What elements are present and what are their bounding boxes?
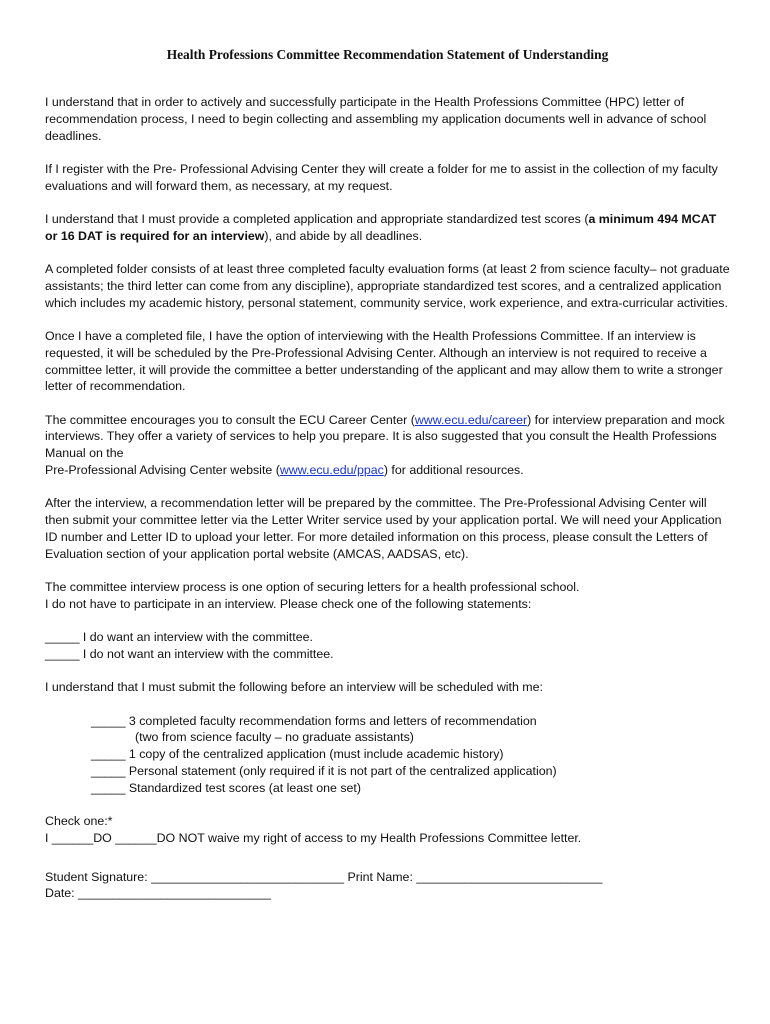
interview-process-line-2: I do not have to participate in an interview. Please check one of the following statements: (45, 596, 532, 611)
paragraph-test-scores (45, 211, 730, 245)
document-title: Health Professions Committee Recommendation Statement of Understanding (166, 47, 609, 62)
paragraph-interview-process (45, 579, 730, 613)
paragraph-completed-folder: A completed folder consists of at least three completed faculty evaluation forms (at least 2 from science faculty– not graduate assistants; the third letter can come from any discipline), appropriate standardized test scores, and a centralized application which includes my academic history, personal statement, community service, work experience, and extra-curricular activities. (45, 262, 730, 310)
requirement-centralized-application[interactable]: _____ 1 copy of the centralized application (must include academic history) (91, 747, 504, 762)
requirements-list (91, 713, 730, 797)
test-scores-text-pre: I understand that I must provide a completed application and appropriate standardized test scores ( (45, 211, 589, 226)
paragraph-resources (45, 412, 730, 479)
test-scores-text-post: ), and abide by all deadlines. (264, 228, 423, 243)
paragraph-after-interview: After the interview, a recommendation letter will be prepared by the committee. The Pre-Professional Advising Center will then submit your committee letter via the Letter Writer service used by your application portal. We will need your Application ID number and Letter ID to upload your letter. For more detailed information on this process, please consult the Letters of Evaluation section of your application portal website (AMCAS, AADSAS, etc). (45, 496, 722, 561)
waiver-section (45, 813, 730, 847)
resources-text-b: ) for interview preparation and mock interviews. They offer a variety of services to help you prepare. It is also suggested that you consult the Health Professions Manual on the (45, 412, 725, 461)
paragraph-interview-option: Once I have a completed file, I have the option of interviewing with the Health Professions Committee. If an interview is requested, it will be scheduled by the Pre-Professional Advising Center. Although an interview is not required to receive a committee letter, it will provide the committee a better understanding of the applicant and may allow them to write a stronger letter of recommendation. (45, 328, 723, 394)
requirement-faculty-forms[interactable]: _____ 3 completed faculty recommendation forms and letters of recommendation (91, 713, 537, 728)
signature-section (45, 869, 730, 903)
paragraph-folder: If I register with the Pre- Professional Advising Center they will create a folder for me to assist in the collection of my faculty evaluations and will forward them, as necessary, at my request. (45, 161, 718, 193)
requirement-test-scores[interactable]: _____ Standardized test scores (at least one set) (91, 780, 361, 795)
requirement-personal-statement[interactable]: _____ Personal statement (only required if it is not part of the centralized application) (91, 763, 557, 778)
resources-text-a: The committee encourages you to consult the ECU Career Center ( (45, 412, 415, 427)
test-scores-requirement: a minimum 494 MCAT or 16 DAT is required for an interview (45, 211, 717, 243)
interview-process-line-1: The committee interview process is one option of securing letters for a health professional school. (45, 580, 580, 595)
ppac-website-link[interactable]: www.ecu.edu/ppac (279, 463, 384, 478)
interview-option-want[interactable]: _____ I do want an interview with the committee. (45, 630, 313, 645)
interview-option-not-want[interactable]: _____ I do not want an interview with the committee. (45, 646, 334, 661)
resources-text-c: Pre-Professional Advising Center website ( (45, 463, 280, 478)
paragraph-participation: I understand that in order to actively and successfully participate in the Health Professions Committee (HPC) letter of recommendation process, I need to begin collecting and assembling my application documents well in advance of school deadlines. (45, 95, 707, 143)
waiver-statement[interactable]: I ______DO ______DO NOT waive my right of access to my Health Professions Committee letter. (45, 830, 582, 845)
check-one-label: Check one:* (45, 814, 113, 828)
paragraph-requirements-intro: I understand that I must submit the following before an interview will be scheduled with me: (45, 680, 543, 695)
document-page (45, 46, 730, 919)
date-line[interactable]: Date: ____________________________ (45, 886, 272, 901)
requirement-faculty-forms-note: (two from science faculty – no graduate assistants) (135, 730, 414, 745)
interview-options (45, 629, 730, 663)
signature-print-name-line[interactable]: Student Signature: ____________________________ Print Name: ___________________________ (45, 869, 603, 884)
resources-text-d: ) for additional resources. (383, 463, 524, 478)
career-center-link[interactable]: www.ecu.edu/career (414, 412, 528, 427)
